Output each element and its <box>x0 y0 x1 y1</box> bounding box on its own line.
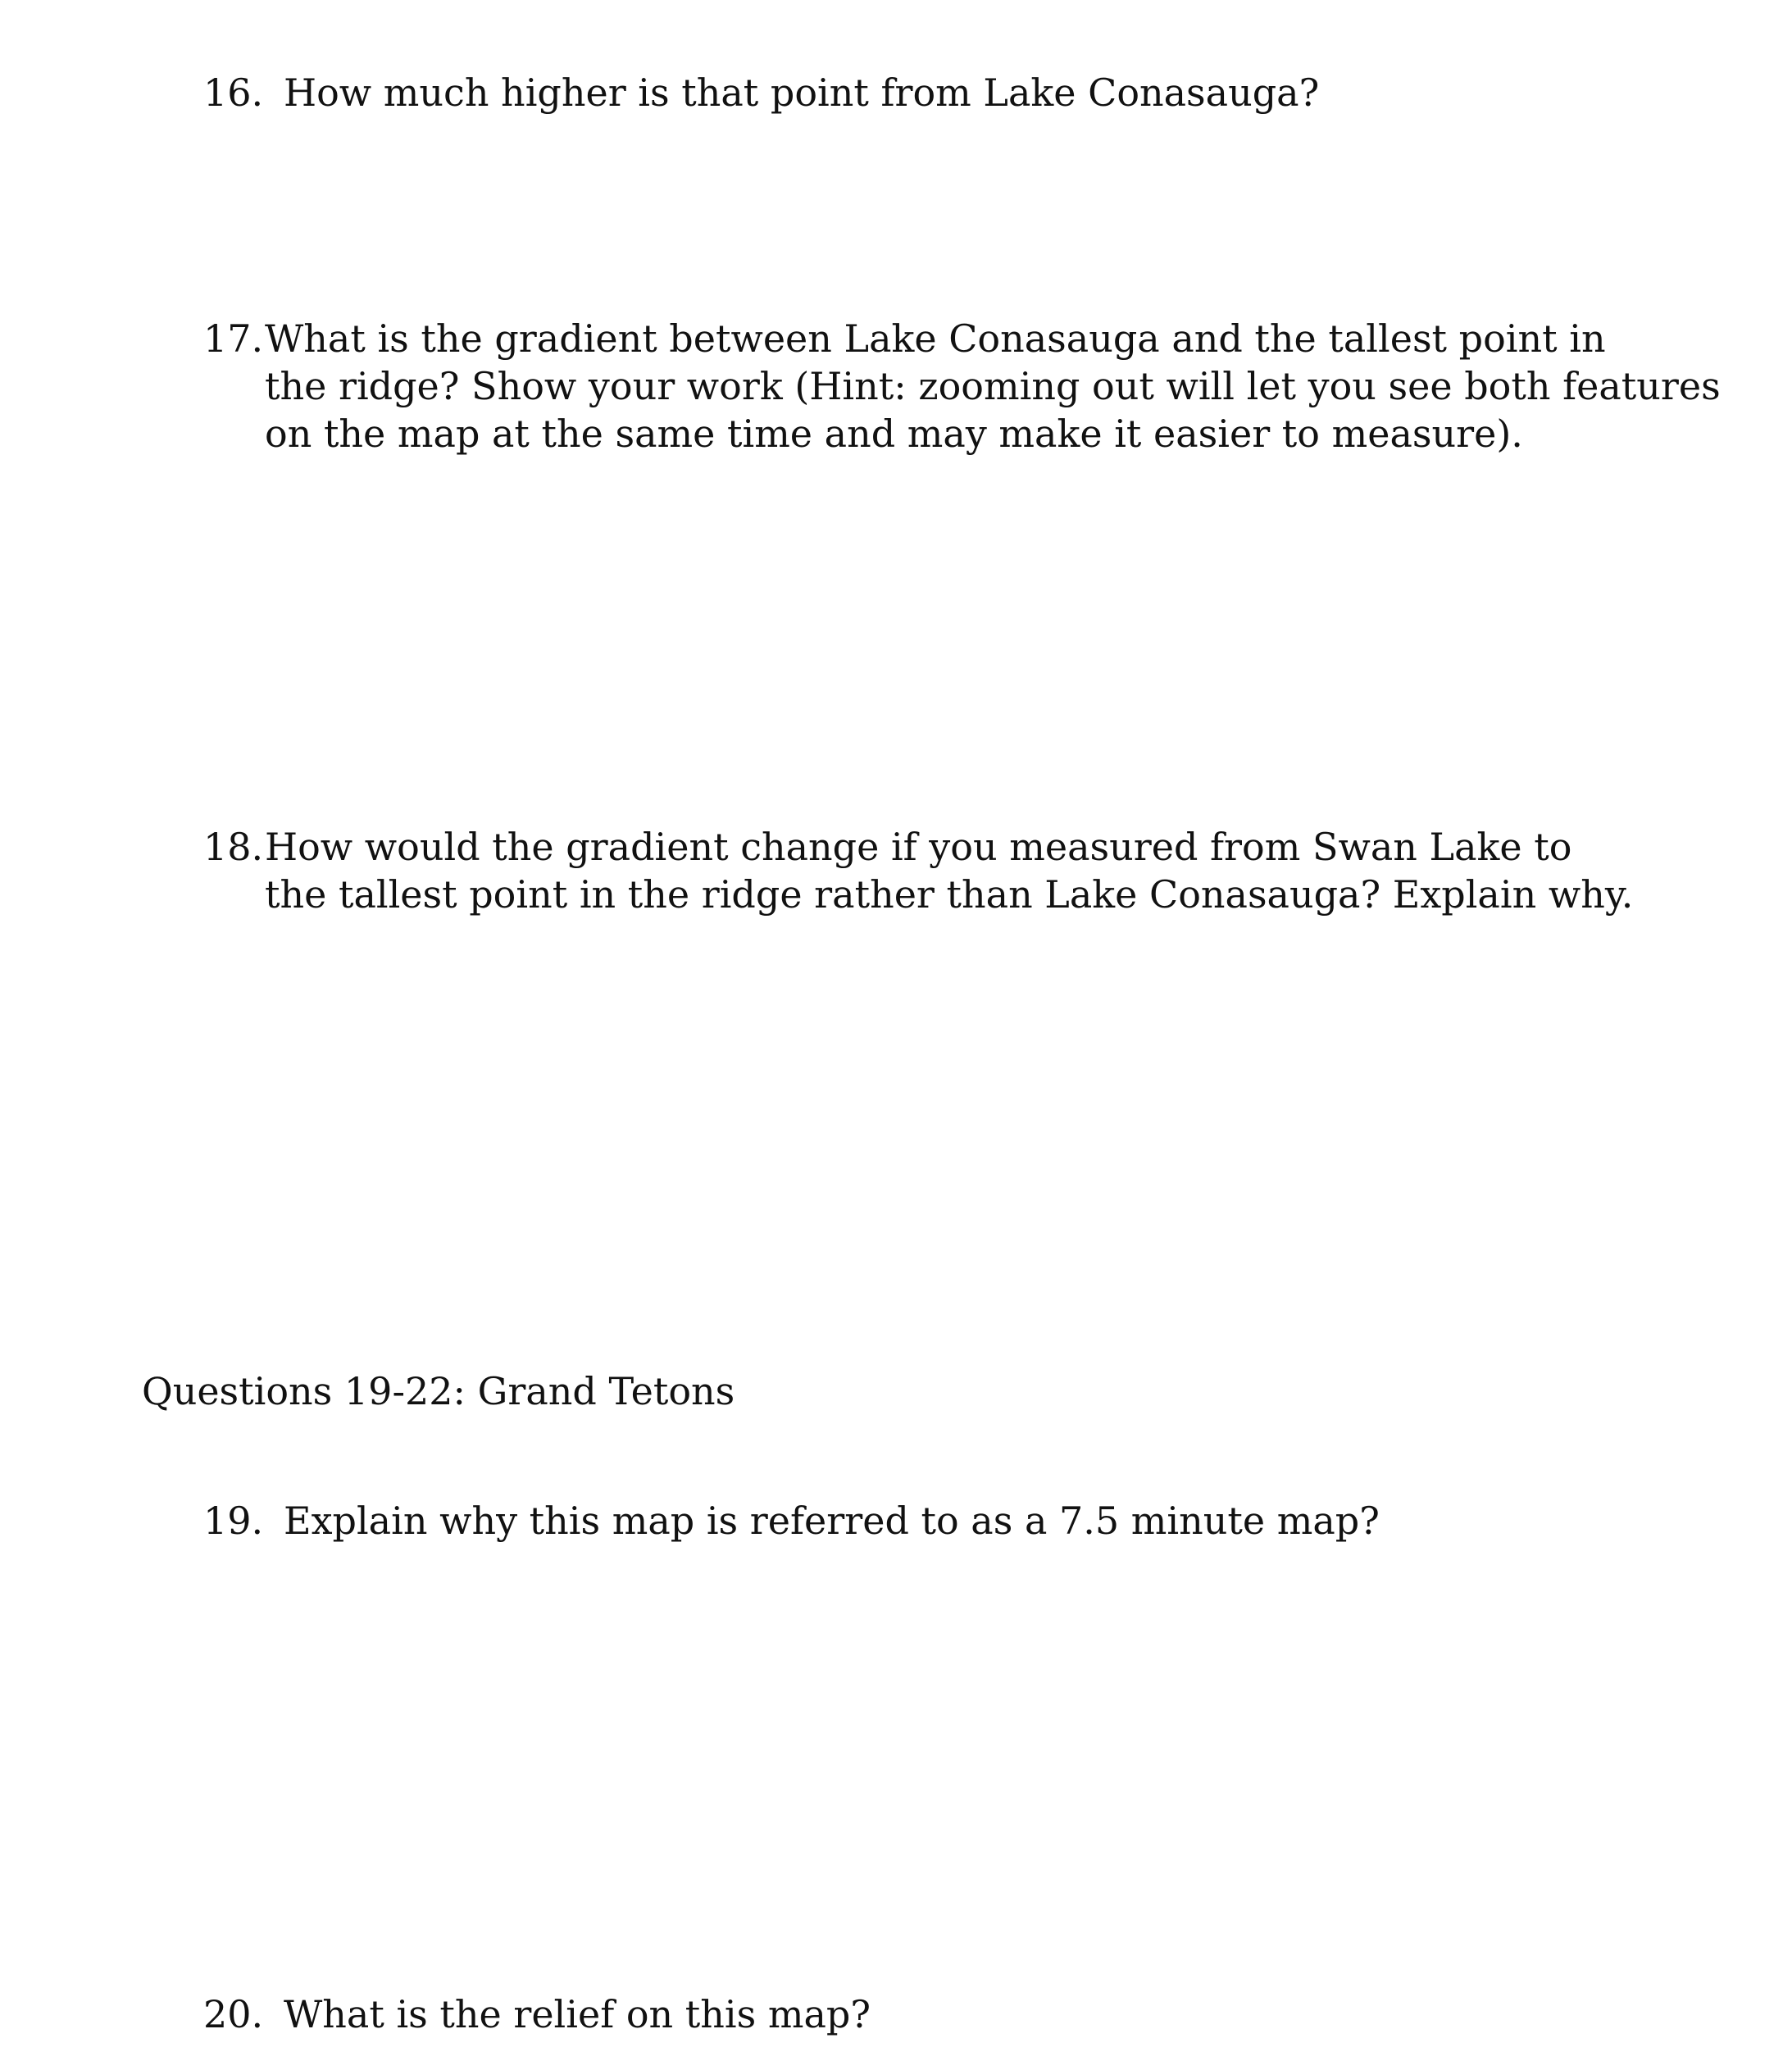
question-text: Explain why this map is referred to as a 7.5 minute map? <box>284 1499 1380 1543</box>
question-text: How much higher is that point from Lake Conasauga? <box>284 71 1320 115</box>
question-text-line-3: on the map at the same time and may make it easier to measure). <box>265 412 1523 456</box>
question-number: 20. <box>203 1992 264 2036</box>
section-heading: Questions 19-22: Grand Tetons <box>142 1369 735 1413</box>
question-text-line-2: the ridge? Show your work (Hint: zooming out will let you see both features <box>265 364 1721 408</box>
question-number: 16. <box>203 71 264 115</box>
question-text-line-1: How would the gradient change if you measured from Swan Lake to <box>265 825 1572 869</box>
question-number: 17. <box>203 316 264 361</box>
question-text: What is the relief on this map? <box>284 1992 871 2036</box>
question-number: 19. <box>203 1499 264 1543</box>
question-text-line-1: What is the gradient between Lake Conasauga and the tallest point in <box>265 316 1606 361</box>
question-text-line-2: the tallest point in the ridge rather than Lake Conasauga? Explain why. <box>265 872 1634 917</box>
question-number: 18. <box>203 825 264 869</box>
